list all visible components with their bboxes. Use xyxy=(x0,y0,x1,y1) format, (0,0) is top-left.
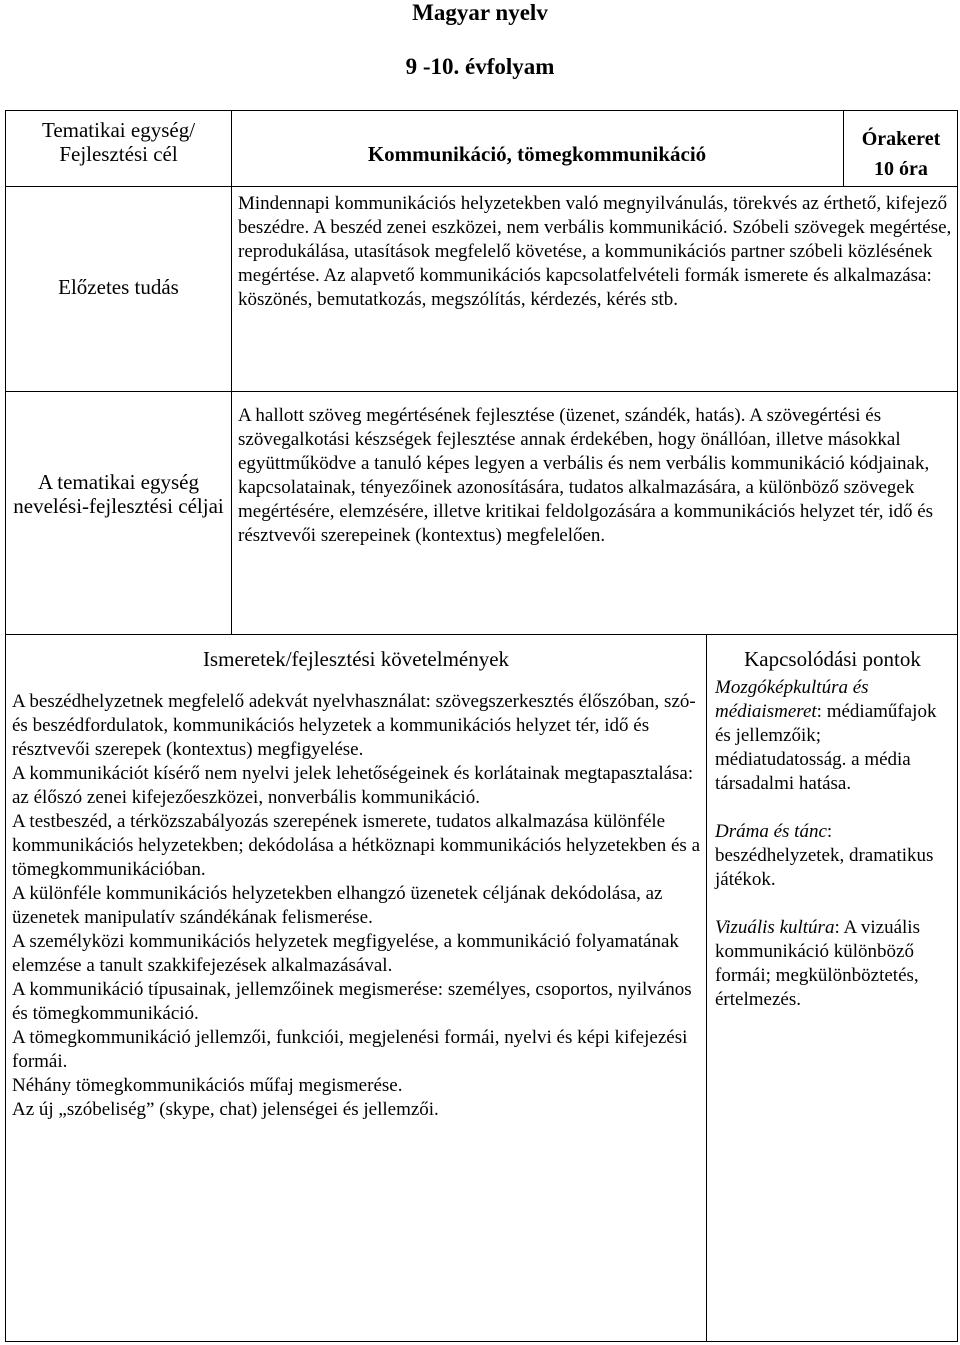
requirement-item: A különféle kommunikációs helyzetekben elhangzó üzenetek céljának dekódolása, az üzenetek manipulatív szándékának felismerése. xyxy=(12,883,663,928)
row-divider xyxy=(5,186,958,187)
connection-text: A vizuális kommunikáció különböző formái; megkülönböztetés, értelmezés. xyxy=(715,917,920,1010)
requirement-item: A tömegkommunikáció jellemzői, funkciói, megjelenési formái, nyelvi és képi kifejezési formái. xyxy=(12,1027,688,1072)
row-divider xyxy=(5,391,958,392)
requirement-item: A kommunikációt kísérő nem nyelvi jelek lehetőségeinek és korlátainak megtapasztalása: az élőszó zenei kifejezőeszközei, nonverbális kommunikáció. xyxy=(12,763,694,808)
column-divider xyxy=(706,634,707,1342)
connection-visual: Vizuális kultúra: A vizuális kommunikáció különböző formái; megkülönböztetés, értelmezés. xyxy=(715,917,920,1010)
requirement-item: A beszédhelyzetnek megfelelő adekvát nyelvhasználat: szövegszerkesztés élőszóban, szó- és beszédfordulatok, kommunikációs helyzetek a kommunikációs helyzet tér, idő és résztvevői szerepek (kontextus) megfigyelése. xyxy=(12,691,696,760)
column-divider xyxy=(231,110,232,634)
requirements-heading: Ismeretek/fejlesztési követelmények xyxy=(202,647,510,671)
goals-text: A hallott szöveg megértésének fejlesztése (üzenet, szándék, hatás). A szövegértési és szövegalkotási készségek fejlesztése annak érdekében, hogy önállóan, illetve másokkal együttműködve a tanuló képes legyen a verbális és nem verbális kommunikáció kódjainak, kapcsolatainak, tényezőinek azonosítására, tudatos alkalmazására, a különböző szövegek megértésére, elemzésére, illetve kritikai feldolgozására a kommunikációs helyzet tér, idő és résztvevői szerepeinek (kontextus) megfelelően. xyxy=(238,405,934,546)
hours-value: 10 óra xyxy=(874,158,928,180)
connection-text: médiaműfajok és jellemzőik; médiatudatosság. a média társadalmi hatása. xyxy=(715,701,937,794)
requirement-item: Az új „szóbeliség” (skype, chat) jelenségei és jellemzői. xyxy=(12,1099,439,1120)
connection-media: Mozgóképkultúra és médiaismeret: médiaműfajok és jellemzőik; médiatudatosság. a média társadalmi hatása. xyxy=(715,677,937,794)
connection-text: beszédhelyzetek, dramatikus játékok. xyxy=(715,845,934,890)
connection-subject: Dráma és tánc xyxy=(715,821,827,842)
thematic-unit-label: Tematikai egység/ Fejlesztési cél xyxy=(41,118,196,166)
hours-label: Órakeret xyxy=(861,128,941,150)
grade-title: 9 -10. évfolyam xyxy=(405,54,555,79)
connection-subject: Mozgóképkultúra és médiaismeret xyxy=(715,677,869,722)
connection-drama: Dráma és tánc: beszédhelyzetek, dramatikus játékok. xyxy=(715,821,934,890)
prior-knowledge-label: Előzetes tudás xyxy=(58,275,179,299)
subject-title: Magyar nyelv xyxy=(412,0,548,25)
thematic-unit-title: Kommunikáció, tömegkommunikáció xyxy=(367,142,707,166)
goals-label: A tematikai egység nevelési-fejlesztési céljai xyxy=(13,470,224,518)
prior-knowledge-text: Mindennapi kommunikációs helyzetekben való megnyilvánulás, törekvés az érthető, kifejező beszédre. A beszéd zenei eszközei, nem verbális kommunikáció. Szóbeli szövegek megértése, reprodukálása, utasítások megfelelő követése, a kommunikációs partner szóbeli közlésének megértése. Az alapvető kommunikációs kapcsolatfelvételi formák ismerete és alkalmazása: köszönés, bemutatkozás, megszólítás, kérdezés, kérés stb. xyxy=(238,193,952,310)
connection-subject: Vizuális kultúra xyxy=(715,917,835,938)
requirements-list xyxy=(12,690,702,1122)
requirement-item: Néhány tömegkommunikációs műfaj megismerése. xyxy=(12,1075,403,1096)
requirement-item: A személyközi kommunikációs helyzetek megfigyelése, a kommunikáció folyamatának elemzése a tanult szakkifejezések alkalmazásával. xyxy=(12,931,679,976)
connections-list xyxy=(715,676,950,1012)
row-divider xyxy=(5,634,958,635)
connections-heading: Kapcsolódási pontok xyxy=(744,647,921,671)
requirement-item: A kommunikáció típusainak, jellemzőinek megismerése: személyes, csoportos, nyilvános és tömegkommunikáció. xyxy=(12,979,692,1024)
requirement-item: A testbeszéd, a térközszabályozás szerepének ismerete, tudatos alkalmazása különféle kommunikációs helyzetekben; dekódolása a hétköznapi kommunikációs helyzetekben és a tömegkommunikációban. xyxy=(12,811,700,880)
